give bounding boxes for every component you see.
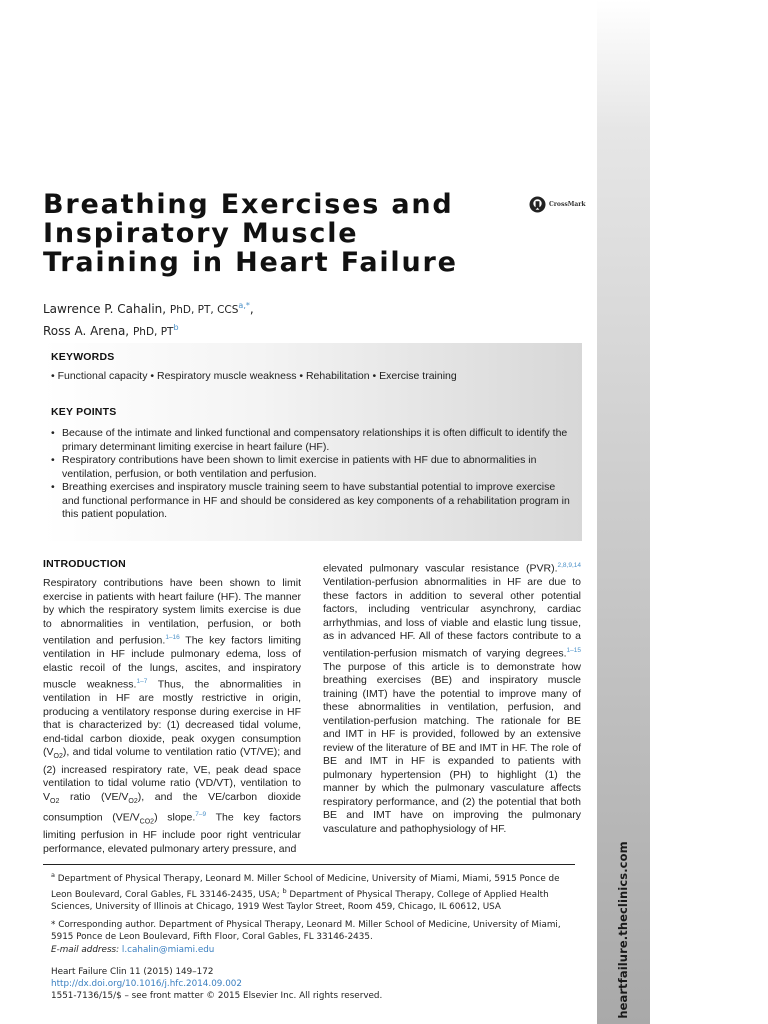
reference-link[interactable]: 1–7 [136, 678, 148, 685]
citation-block [51, 966, 382, 1002]
introduction-heading: INTRODUCTION [43, 558, 126, 570]
intro-c1-text-1: Respiratory contributions have been shown to limit exercise in patients with heart failure (HF). The manner by which the respiratory system limits exercise is due to abnormalities in ventilation, perfusion, or both ventilation and perfusion. [43, 577, 301, 647]
intro-c1-text-8: The key factors limiting perfusion in HF include poor right ventricular performance, elevated pulmonary artery pressure, and [43, 811, 301, 855]
email-link[interactable]: l.cahalin@miami.edu [121, 945, 215, 955]
intro-c1-text-6: ), and the VE/carbon dioxide consumption (VE/V [43, 790, 301, 824]
reference-link[interactable]: 1–16 [165, 634, 180, 641]
corresponding-author-footnote: * Corresponding author. Department of Physical Therapy, Leonard M. Miller School of Medicine, University of Miami, 5915 Ponce de Leon Boulevard, Fifth Floor, Coral Gables, FL 33146-2435. [51, 920, 561, 942]
crossmark-icon [529, 196, 546, 213]
copyright-line: 1551-7136/15/$ – see front matter © 2015 Elsevier Inc. All rights reserved. [51, 991, 383, 1001]
reference-link[interactable]: 7–9 [195, 811, 207, 819]
key-points-heading: KEY POINTS [51, 406, 117, 418]
key-point-1: • Because of the intimate and linked functional and compensatory relationships it is often difficult to identify the primary determinant limiting exercise in heart failure (HF). [51, 427, 571, 454]
crossmark-badge[interactable] [529, 196, 586, 213]
subscript-co2: CO2 [139, 818, 155, 826]
introduction-column-2 [323, 559, 581, 836]
affiliation-b: Department of Physical Therapy, College of Applied Health Sciences, University of Illinois at Chicago, 1919 West Taylor Street, Room 459, Chicago, IL 60612, USA [51, 889, 549, 912]
article-title [43, 190, 523, 277]
affiliation-a: Department of Physical Therapy, Leonard M. Miller School of Medicine, University of Miami, Miami, 5915 Ponce de Leon Boulevard, Coral Gables, FL 33146-2435, USA; [51, 873, 560, 900]
author-list [43, 297, 254, 341]
key-point-2: • Respiratory contributions have been shown to limit exercise in patients with HF due to abnormalities in ventilation, perfusion, or both ventilation and perfusion. [51, 454, 571, 481]
author-2-marks[interactable]: b [173, 323, 179, 332]
intro-c2-text-2: Ventilation-perfusion abnormalities in HF are due to these factors in addition to several other potential factors, including ventricular asynchrony, cardiac arrhythmias, and loss of viable and elastic lung tissue, as in advanced HF. All of these factors contribute to a ventilation-perfusion mismatch of varying degrees. [323, 576, 581, 659]
affiliations-footnote [51, 869, 576, 913]
reference-link[interactable]: 1–15 [566, 646, 581, 654]
intro-c1-text-4: ), and tidal volume to ventilation ratio (VT/VE); and (2) increased respiratory rate, VE, peak dead space ventilation to tidal volume ratio (VD/VT), ventilation to V [43, 746, 301, 803]
footnote-divider [43, 864, 575, 865]
introduction-column-1 [43, 577, 301, 856]
title-line-3: Training in Heart Failure [43, 247, 458, 278]
intro-c1-text-3: Thus, the abnormalities in ventilation in HF are mostly restrictive in origin, producing a ventilatory response during exercise in HF that is characterized by: (1) decreased tidal volume, end-tidal carbon dioxide, peak oxygen consumption (V [43, 678, 301, 758]
reference-link[interactable]: 2,8,9,14 [557, 562, 581, 569]
author-1-degrees: PhD, PT, CCS [169, 304, 239, 316]
key-point-3: • Breathing exercises and inspiratory muscle training seem to have substantial potential to improve exercise and functional performance in HF and should be considered as key components of a rehabilitation program in this patient population. [51, 481, 571, 522]
journal-url-vertical[interactable]: heartfailure.theclinics.com [616, 841, 630, 1019]
author-1-marks[interactable]: a,* [238, 301, 250, 310]
intro-c2-text-3: The purpose of this article is to demonstrate how breathing exercises (BE) and inspiratory muscle training (IMT) have the potential to improve many of these abnormalities in ventilation, perfusion, and ventilation-perfusion matching. The rationale for BE and IMT in HF is provided, followed by an extensive review of the literature of BE and IMT in HF. The role of BE and IMT in HF is expanded to patients with pulmonary hypertension (PH) to highlight (1) the manner by which the pulmonary vasculature affects respiratory performance, and (2) the potential that both BE and IMT have on improving the pulmonary vasculature and pathophysiology of HF. [323, 660, 581, 835]
affiliation-mark-b: b [282, 886, 287, 895]
email-label: E-mail address: [51, 945, 120, 955]
affiliation-mark-a: a [51, 871, 55, 879]
intro-c1-text-7: ) slope. [154, 811, 196, 824]
intro-c1-text-2: The key factors limiting ventilation in HF include pulmonary edema, loss of elastic recoil of the lungs, ascites, and inspiratory muscle weakness. [43, 634, 301, 691]
title-line-1: Breathing Exercises and [43, 189, 454, 220]
author-1 [43, 297, 254, 319]
title-line-2: Inspiratory Muscle [43, 218, 359, 249]
doi-link[interactable]: http://dx.doi.org/10.1016/j.hfc.2014.09.002 [51, 979, 242, 989]
author-2-name: Ross A. Arena, [43, 324, 130, 338]
keywords-heading: KEYWORDS [51, 351, 115, 363]
intro-c2-text-1: elevated pulmonary vascular resistance (PVR). [323, 562, 558, 575]
journal-citation: Heart Failure Clin 11 (2015) 149–172 [51, 967, 214, 977]
keywords-list: • Functional capacity • Respiratory muscle weakness • Rehabilitation • Exercise training [51, 370, 457, 382]
subscript-o2: O2 [128, 797, 138, 805]
email-footnote [51, 944, 576, 956]
author-1-trail: , [249, 302, 254, 316]
subscript-o2: O2 [53, 753, 63, 761]
subscript-o2: O2 [50, 797, 60, 805]
key-points-list [51, 427, 571, 522]
author-2 [43, 319, 254, 341]
intro-c1-text-5: ratio (VE/V [59, 790, 129, 803]
author-1-name: Lawrence P. Cahalin, [43, 302, 167, 316]
crossmark-label: CrossMark [549, 201, 586, 208]
author-2-degrees: PhD, PT [132, 326, 174, 338]
